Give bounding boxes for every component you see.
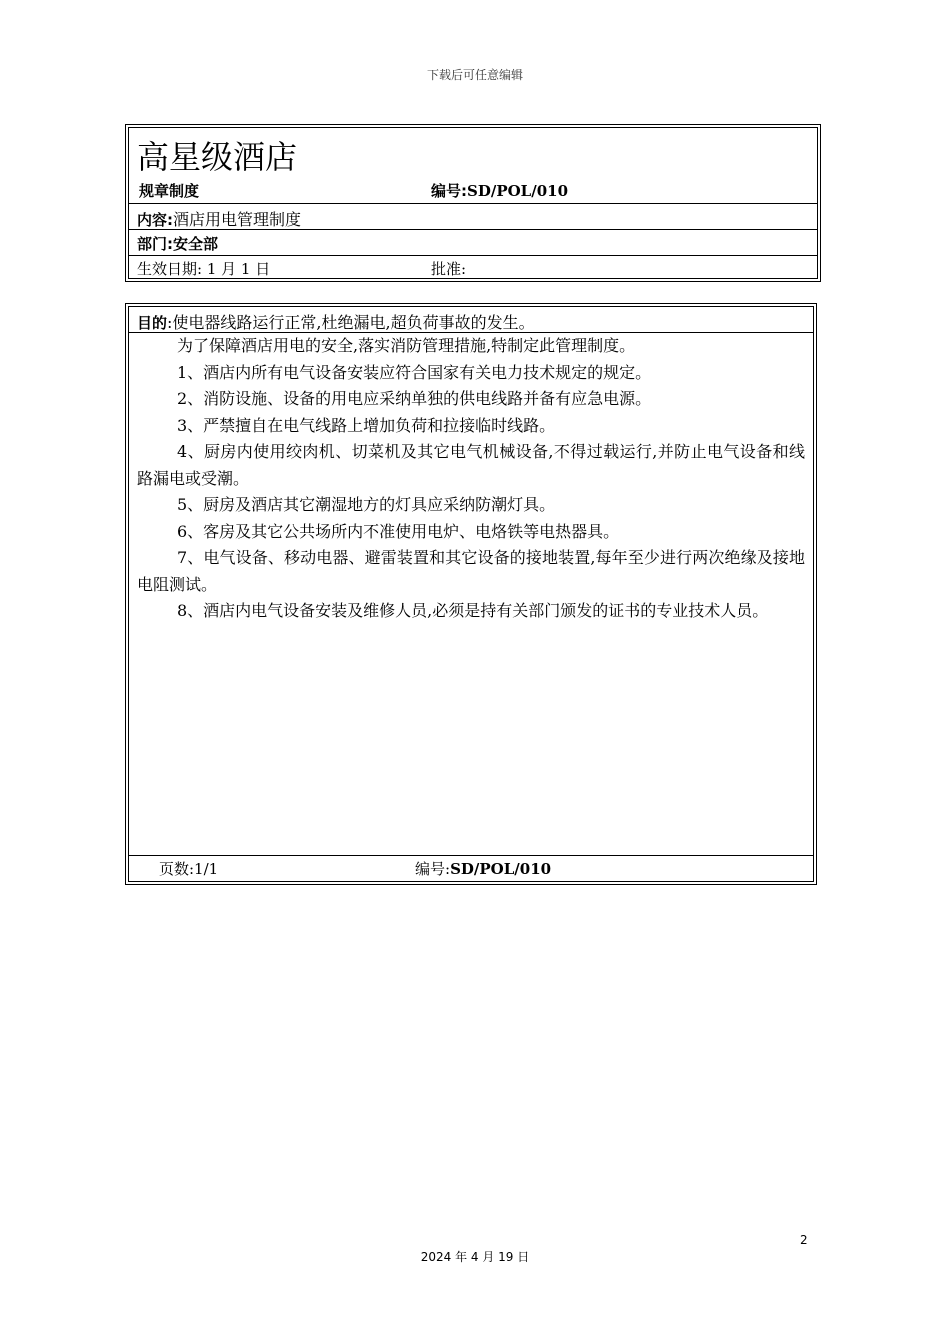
title-row xyxy=(129,128,817,204)
paragraph: 为了保障酒店用电的安全,落实消防管理措施,特制定此管理制度。 xyxy=(177,336,636,355)
policy-text xyxy=(137,333,805,625)
paragraph: 8、酒店内电气设备安装及维修人员,必须是持有关部门颁发的证书的专业技术人员。 xyxy=(177,601,769,620)
paragraph: 1、酒店内所有电气设备安装应符合国家有关电力技术规定的规定。 xyxy=(177,362,652,382)
content-label: 内容: xyxy=(137,211,173,229)
document-header-box xyxy=(125,124,821,282)
paragraph: 3、严禁擅自在电气线路上增加负荷和拉接临时线路。 xyxy=(177,415,556,435)
purpose-row xyxy=(129,307,813,333)
paragraph: 4、厨房内使用绞肉机、切菜机及其它电气机械设备,不得过载运行,并防止电气设备和线路漏电或受潮。 xyxy=(137,442,805,488)
purpose-text: :使电器线路运行正常,杜绝漏电,超负荷事故的发生。 xyxy=(167,313,535,332)
body-footer-row xyxy=(129,856,813,879)
department-label: 部门: xyxy=(137,235,173,253)
content-row xyxy=(129,204,817,230)
paragraph: 7、电气设备、移动电器、避雷装置和其它设备的接地装置,每年至少进行两次绝缘及接地电阻测试。 xyxy=(137,548,805,594)
page-number: 2 xyxy=(800,1233,808,1247)
paragraph: 2、消防设施、设备的用电应采纳单独的供电线路并备有应急电源。 xyxy=(177,389,652,408)
page-count: 页数:1/1 xyxy=(159,860,219,878)
content-value: 酒店用电管理制度 xyxy=(173,210,302,229)
doc-code: 编号:SD/POL/010 xyxy=(431,182,569,200)
effective-date: 生效日期: 1 月 1 日 xyxy=(137,260,271,278)
paragraph: 6、客房及其它公共场所内不准使用电炉、电烙铁等电热器具。 xyxy=(177,521,620,541)
body-content xyxy=(129,333,813,856)
document-body-box xyxy=(125,303,817,885)
approval-label: 批准: xyxy=(431,260,467,278)
paragraph: 5、厨房及酒店其它潮湿地方的灯具应采纳防潮灯具。 xyxy=(177,495,556,514)
footer-date: 2024 年 4 月 19 日 xyxy=(420,1250,530,1264)
department-row xyxy=(129,230,817,256)
header-note: 下载后可任意编辑 xyxy=(426,68,523,82)
purpose-label: 目的 xyxy=(137,314,168,332)
category-label: 规章制度 xyxy=(139,182,200,200)
department-value: 安全部 xyxy=(173,235,219,253)
date-row xyxy=(129,256,817,278)
footer-code: 编号:SD/POL/010 xyxy=(415,860,552,878)
hotel-name: 高星级酒店 xyxy=(137,138,298,176)
